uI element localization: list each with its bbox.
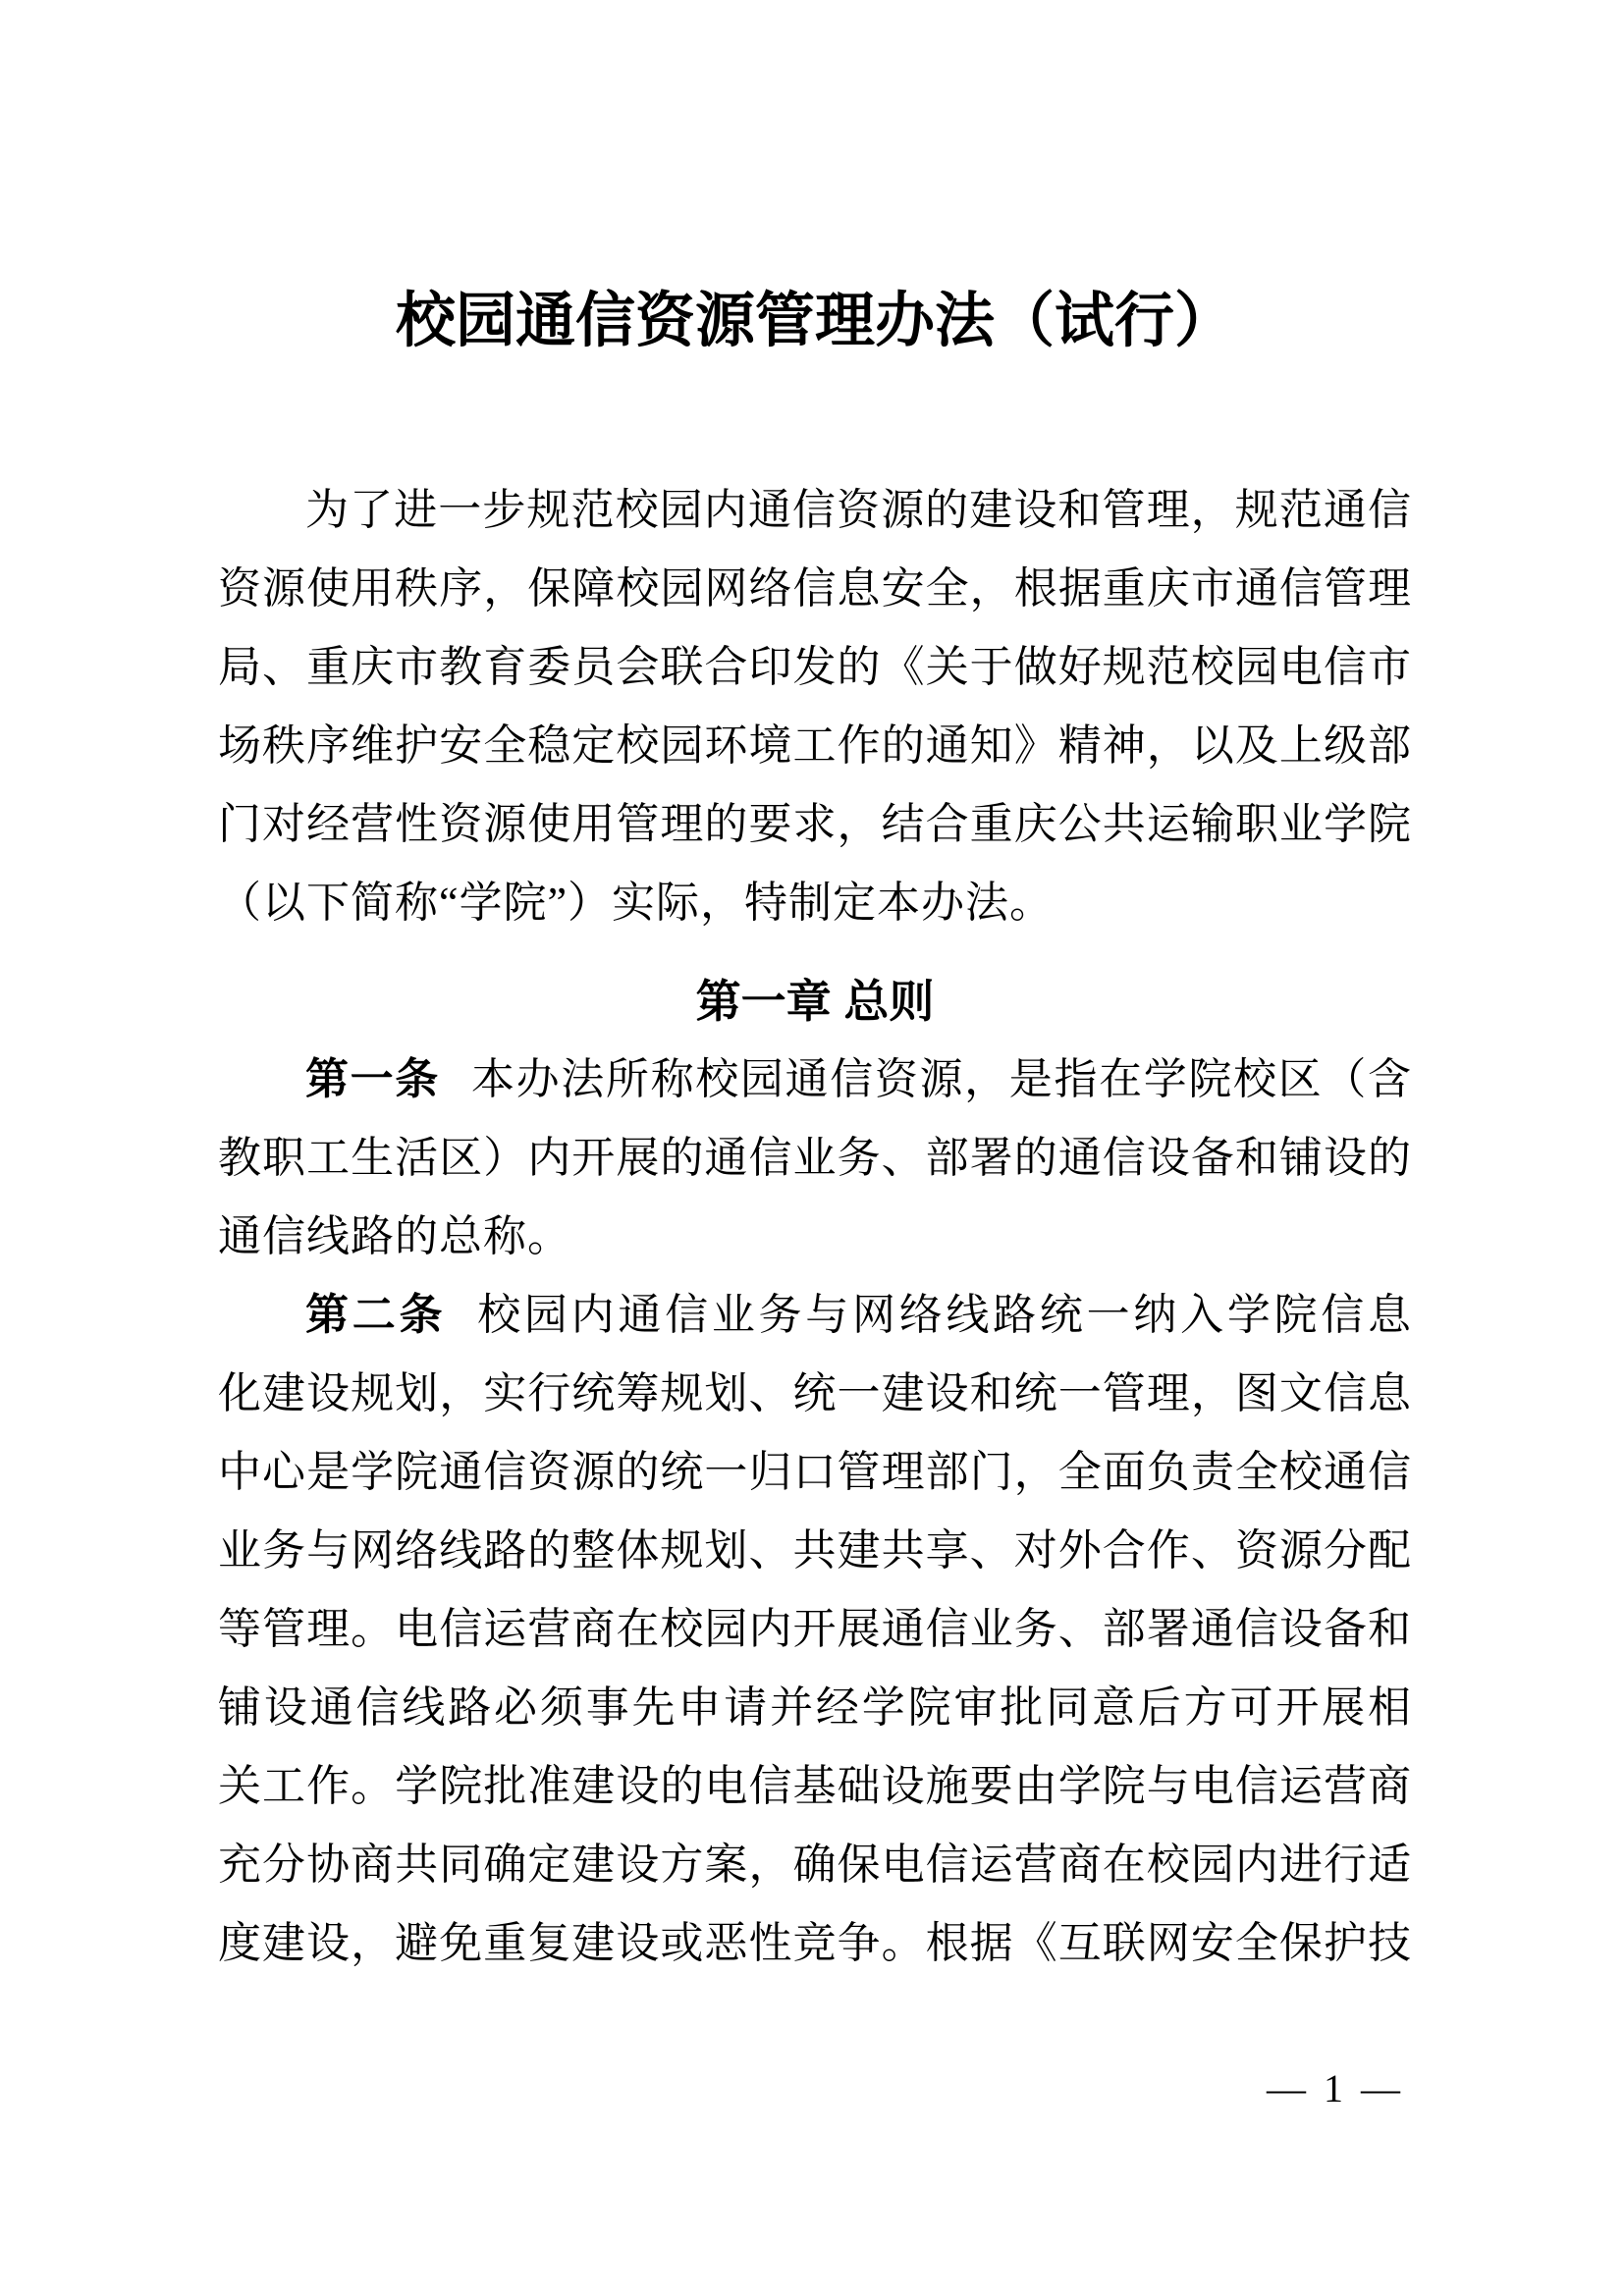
article-1 xyxy=(218,1041,1412,1276)
chapter-heading: 第一章 总则 xyxy=(695,976,935,1027)
article-2 xyxy=(218,1276,1412,1983)
article-2-label: 第二条 xyxy=(305,1291,447,1339)
text-line xyxy=(218,1041,1412,1119)
text-line: 教职工生活区）内开展的通信业务、部署的通信设备和铺设的 xyxy=(218,1134,1412,1182)
article-1-first-line: 本办法所称校园通信资源，是指在学院校区（含 xyxy=(470,1055,1413,1103)
text-line: 充分协商共同确定建设方案，确保电信运营商在校园内进行适 xyxy=(218,1841,1412,1889)
text-line: 门对经营性资源使用管理的要求，结合重庆公共运输职业学院 xyxy=(218,800,1412,848)
document-title: 校园通信资源管理办法（试行） xyxy=(395,289,1234,354)
page-number: — 1 — xyxy=(1267,2066,1404,2110)
text-line: 铺设通信线路必须事先申请并经学院审批同意后方可开展相 xyxy=(218,1683,1412,1732)
document-body xyxy=(218,0,1412,1983)
text-line: 为了进一步规范校园内通信资源的建设和管理，规范通信 xyxy=(305,486,1412,534)
article-2-first-line: 校园内通信业务与网络线路统一纳入学院信息 xyxy=(477,1291,1413,1339)
text-line: 局、重庆市教育委员会联合印发的《关于做好规范校园电信市 xyxy=(218,643,1412,691)
text-line: 化建设规划，实行统筹规划、统一建设和统一管理，图文信息 xyxy=(218,1369,1412,1417)
text-line: 度建设，避免重复建设或恶性竞争。根据《互联网安全保护技 xyxy=(218,1919,1412,1967)
intro-paragraph xyxy=(218,471,1412,942)
text-line xyxy=(218,1276,1412,1355)
text-line: 通信线路的总称。 xyxy=(218,1212,571,1260)
article-1-label: 第一条 xyxy=(305,1055,440,1103)
text-line: 业务与网络线路的整体规划、共建共享、对外合作、资源分配 xyxy=(218,1526,1412,1575)
text-line: （以下简称“学院”）实际，特制定本办法。 xyxy=(218,879,1055,927)
text-line: 场秩序维护安全稳定校园环境工作的通知》精神，以及上级部 xyxy=(218,721,1412,770)
text-line: 关工作。学院批准建设的电信基础设施要由学院与电信运营商 xyxy=(218,1762,1412,1810)
text-line: 等管理。电信运营商在校园内开展通信业务、部署通信设备和 xyxy=(218,1605,1412,1653)
text-line: 资源使用秩序，保障校园网络信息安全，根据重庆市通信管理 xyxy=(218,564,1412,613)
text-line: 中心是学院通信资源的统一归口管理部门，全面负责全校通信 xyxy=(218,1448,1412,1496)
